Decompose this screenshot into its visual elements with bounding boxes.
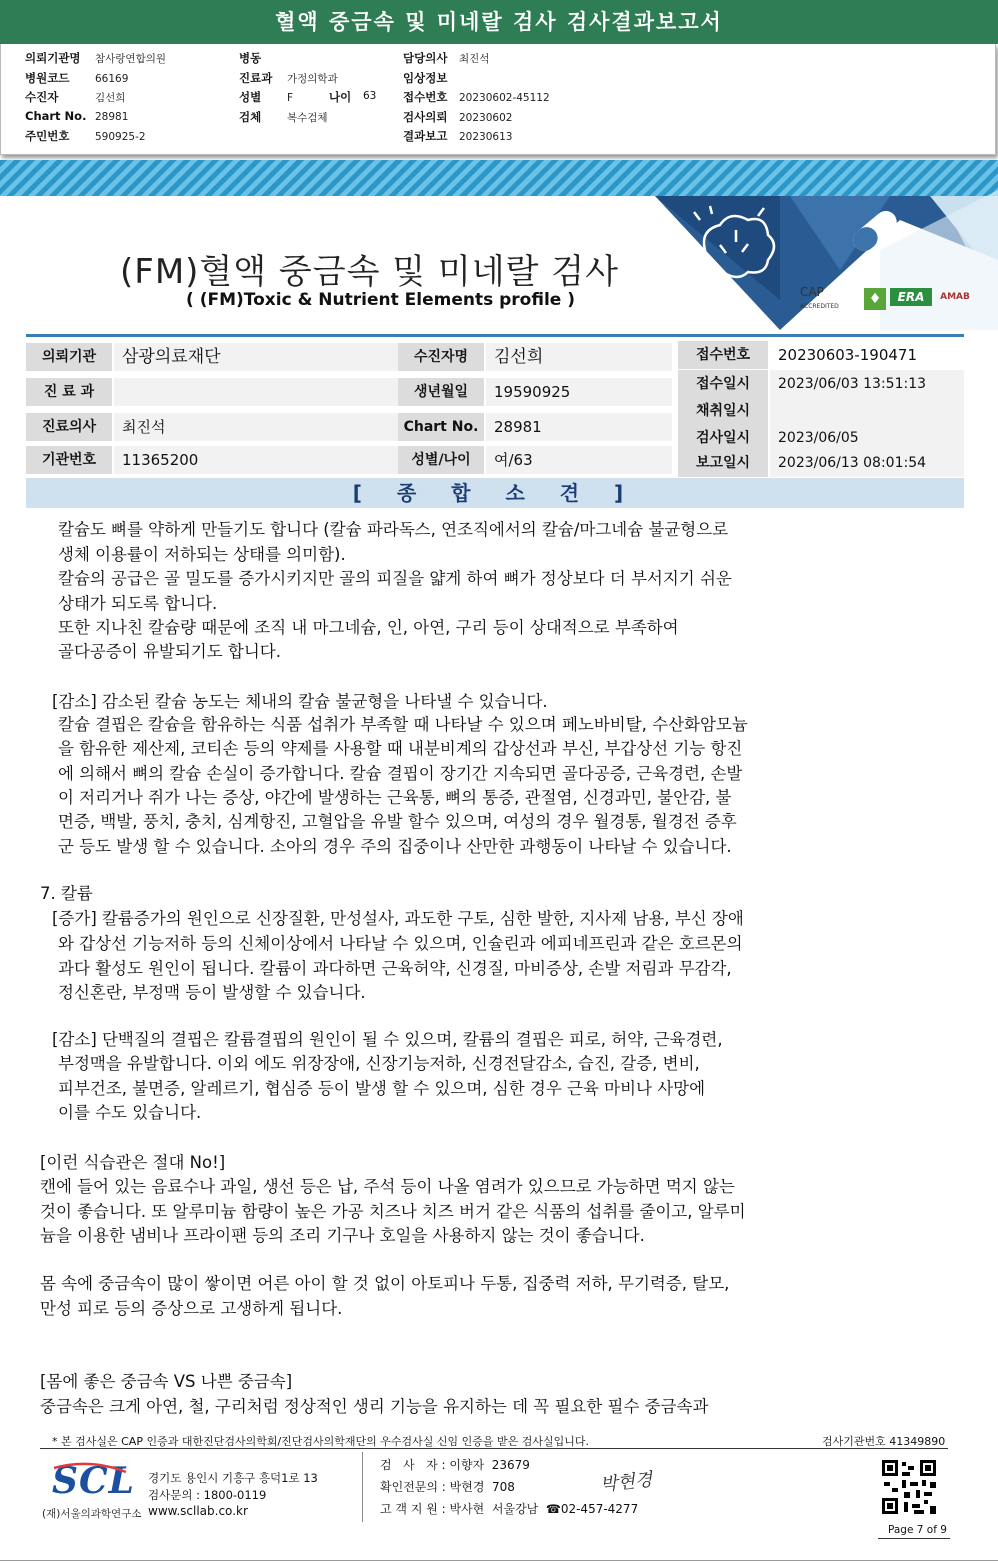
body-line: 군 등도 발생 할 수 있습니다. 소아의 경우 주의 집중이나 산만한 과행동이 나타날 수 있습니다. (58, 837, 732, 856)
age-value: 63 (363, 90, 377, 102)
body-line: 이를 수도 있습니다. (58, 1103, 202, 1122)
body-line: 칼슘 결핍은 칼슘을 함유하는 식품 섭취가 부족할 때 나타날 수 있으며 페노바비탈, 수산화암모늄 (58, 715, 748, 734)
body-line: 이 저리거나 쥐가 나는 증상, 야간에 발생하는 근육통, 뼈의 통증, 관절염, 신경과민, 불안감, 불 (58, 788, 732, 807)
header-field: Chart No. 28981 (25, 108, 129, 123)
info-label: Chart No. (398, 413, 484, 441)
body-line: 늄을 이용한 냄비나 프라이팬 등의 조리 기구나 호일을 사용하지 않는 것이 좋습니다. (40, 1226, 645, 1245)
body-line: [감소] 단백질의 결핍은 칼륨결핍의 원인이 될 수 있으며, 칼륨의 결핍은 피로, 허약, 근육경련, (52, 1030, 723, 1049)
section-heading: [몸에 좋은 중금속 VS 나쁜 중금속] (40, 1372, 293, 1391)
body-line: 칼슘도 뼈를 약하게 만들기도 합니다 (칼슘 파라독스, 연조직에서의 칼슘/마그네슘 불균형으로 (58, 520, 729, 539)
body-line: 칼슘의 공급은 골 밀도를 증가시키지만 골의 피질을 얇게 하여 뼈가 정상보다 더 부서지기 쉬운 (58, 569, 732, 588)
body-line: [감소] 감소된 칼슘 농도는 체내의 칼슘 불균형을 나타낼 수 있습니다. (52, 692, 548, 711)
info-label: 생년월일 (398, 378, 484, 406)
info-label: 접수일시 (678, 370, 768, 398)
body-line: 중금속은 크게 아연, 철, 구리처럼 정상적인 생리 기능을 유지하는 데 꼭 필요한 필수 중금속과 (40, 1397, 709, 1416)
section-heading: [이런 식습관은 절대 No!] (40, 1153, 226, 1172)
info-label: 검사일시 (678, 424, 768, 452)
header-col-3 (403, 50, 550, 148)
report-title: (FM)혈액 중금속 및 미네랄 검사 (120, 252, 619, 292)
info-value: 2023/06/03 13:51:13 (770, 370, 964, 398)
info-label: 성별/나이 (398, 446, 484, 474)
amab-badge: AMAB (940, 292, 970, 302)
body-line: [증가] 칼륨증가의 원인으로 신장질환, 만성설사, 과도한 구토, 심한 발한, 지사제 남용, 부신 장애 (52, 909, 744, 928)
header-field: 결과보고 20230613 (403, 129, 513, 143)
header-field: 검체 복수검체 (239, 109, 328, 124)
info-label: 접수번호 (678, 341, 768, 369)
info-value (114, 378, 398, 406)
page-number: Page 7 of 9 (888, 1524, 947, 1536)
address: 경기도 용인시 기흥구 흥덕1로 13 (148, 1471, 318, 1485)
body-line: 것이 좋습니다. 또 알루미늄 함량이 높은 가공 치즈나 치즈 버거 같은 식품의 섭취를 줄이고, 알루미 (40, 1202, 746, 1221)
page-number-underline (878, 1538, 950, 1539)
body-line: 와 갑상선 기능저하 등의 신체이상에서 나타날 수 있으며, 인슐린과 에피네프린과 같은 호르몬의 (58, 934, 743, 953)
header-field: 병원코드 66169 (25, 70, 129, 85)
header-field: 수진자 김선희 (25, 90, 126, 104)
patient-info-table (26, 334, 964, 477)
age-label: 나이 (329, 90, 352, 104)
info-value: 20230603-190471 (770, 341, 964, 369)
body-line: 몸 속에 중금속이 많이 쌓이면 어른 아이 할 것 없이 아토피나 두통, 집중력 저하, 무기력증, 탈모, (40, 1274, 730, 1293)
body-line: 또한 지나친 칼슘량 때문에 조직 내 마그네슘, 인, 아연, 구리 등이 상대적으로 부족하여 (58, 618, 679, 637)
body-line: 부정맥을 유발합니다. 이외 에도 위장장애, 신장기능저하, 신경전달감소, 습진, 갈증, 변비, (58, 1054, 700, 1073)
section-heading: 7. 칼륨 (40, 884, 93, 903)
body-line: 과다 활성도 원인이 됩니다. 칼륨이 과다하면 근육허약, 신경질, 마비증상, 손발 저림과 무감각, (58, 959, 732, 978)
info-label: 보고일시 (678, 449, 768, 477)
body-line: 골다공증이 유발되기도 합니다. (58, 642, 281, 661)
header-field: 담당의사 최진석 (403, 51, 490, 65)
tester-info: 검 사 자 : 이향자 23679 (380, 1458, 530, 1472)
info-value: 최진석 (114, 413, 398, 441)
info-label: 채취일시 (678, 397, 768, 425)
header-field: 접수번호 20230602-45112 (403, 90, 550, 104)
body-line: 을 함유한 제산제, 코티손 등의 약제를 사용할 때 내분비계의 갑상선과 부신, 부갑상선 기능 항진 (58, 739, 743, 758)
info-value: 2023/06/05 (770, 424, 964, 452)
qr-code-icon (880, 1458, 938, 1516)
info-value: 2023/06/13 08:01:54 (770, 449, 964, 477)
scl-logo: SCL (52, 1460, 135, 1502)
info-value: 28981 (486, 413, 672, 441)
header-field: 검사의뢰 20230602 (403, 109, 513, 124)
info-value: 김선희 (486, 343, 672, 371)
logo-subtitle: (재)서울의과학연구소 (42, 1508, 142, 1520)
page-bottom-border (0, 1560, 998, 1561)
certification-note: * 본 검사실은 CAP 인증과 대한진단검사의학회/진단검사의학재단의 우수검사실 신임 인증을 받은 검사실입니다. (52, 1435, 590, 1448)
confirming-physician: 확인전문의 : 박현경 708 (380, 1480, 515, 1494)
era-badge: ERA (890, 288, 932, 306)
header-field: 병동 (239, 51, 262, 65)
header-col-1 (25, 50, 166, 148)
body-line: 면증, 백발, 풍치, 충치, 심계항진, 고혈압을 유발 할수 있으며, 여성의 경우 월경통, 월경전 증후 (58, 812, 737, 831)
info-value (770, 397, 964, 425)
header-field: 임상정보 (403, 70, 448, 85)
body-line: 정신혼란, 부정맥 등이 발생할 수 있습니다. (58, 983, 366, 1002)
body-line: 에 의해서 뼈의 칼슘 손실이 증가합니다. 칼슘 결핍이 장기간 지속되면 골다공증, 근육경련, 손발 (58, 764, 743, 783)
header-field: 의뢰기관명 참사랑연합의원 (25, 51, 167, 65)
report-subtitle: ( (FM)Toxic & Nutrient Elements profile ) (186, 290, 576, 310)
summary-heading: [ 종 합 소 견 ] (26, 478, 964, 508)
physician-signature: 박현경 (599, 1469, 654, 1496)
body-line: 생체 이용률이 저하되는 상태를 의미함). (58, 545, 346, 564)
header-field: 진료과 가정의학과 (239, 70, 338, 85)
website-link: www.scllab.co.kr (148, 1504, 248, 1518)
report-top-title: 혈액 중금속 및 미네랄 검사 검사결과보고서 (0, 0, 998, 44)
info-label: 진료의사 (26, 413, 112, 441)
info-value: 여/63 (486, 446, 672, 474)
customer-support: 고 객 지 원 : 박사현 서울강남 ☎02-457-4277 (380, 1502, 639, 1516)
info-value: 11365200 (114, 446, 398, 474)
header-field: 성별 F (239, 90, 294, 104)
info-label: 기관번호 (26, 446, 112, 474)
info-label: 수진자명 (398, 343, 484, 371)
footer-vdivider (362, 1452, 363, 1522)
body-line: 만성 피로 등의 증상으로 고생하게 됩니다. (40, 1299, 343, 1318)
info-label: 의뢰기관 (26, 343, 112, 371)
footer-divider (40, 1448, 948, 1449)
lm-badge-icon: ♦ (864, 288, 886, 310)
info-value: 19590925 (486, 378, 672, 406)
cap-badge: CAP ACCREDITED (800, 285, 839, 310)
info-label: 진 료 과 (26, 378, 112, 406)
body-line: 캔에 들어 있는 음료수나 과일, 생선 등은 납, 주석 등이 나올 염려가 있으므로 가능하면 먹지 않는 (40, 1177, 735, 1196)
contact-phone: 검사문의 : 1800-0119 (148, 1488, 267, 1502)
logo-swoosh-icon (50, 1462, 130, 1502)
header-field: 주민번호 590925-2 (25, 129, 146, 143)
institution-number: 검사기관번호 41349890 (822, 1435, 946, 1448)
body-line: 상태가 되도록 합니다. (58, 594, 218, 613)
patient-header (0, 44, 996, 155)
body-line: 피부건조, 불면증, 알레르기, 협심증 등이 발생 할 수 있으며, 심한 경우 근육 마비나 사망에 (58, 1079, 706, 1098)
info-value: 삼광의료재단 (114, 343, 398, 371)
